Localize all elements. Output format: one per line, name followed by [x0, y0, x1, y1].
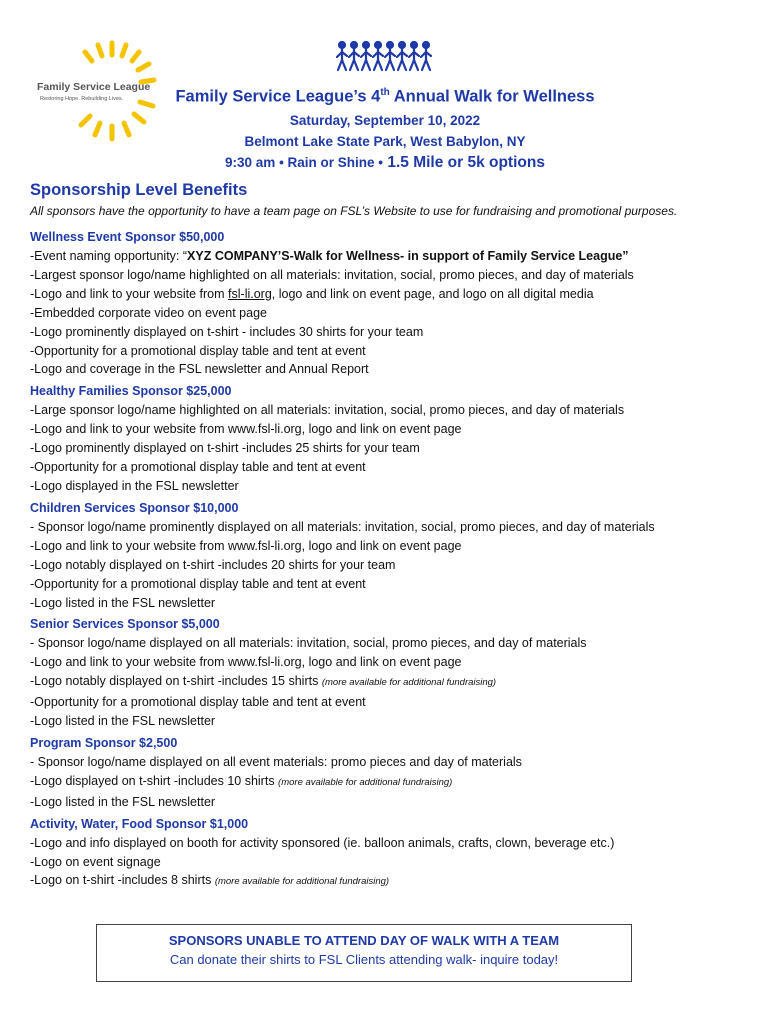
- fsl-link[interactable]: fsl-li.org: [228, 286, 272, 301]
- callout-text: Can donate their shirts to FSL Clients attending walk- inquire today!: [169, 952, 559, 967]
- benefit-line: -Logo notably displayed on t-shirt -includes 15 shirts (more available for additional fundraising): [30, 674, 497, 689]
- callout-heading: SPONSORS UNABLE TO ATTEND DAY OF WALK WITH A TEAM: [168, 933, 560, 948]
- tier-title: Children Services Sponsor $10,000: [30, 500, 239, 515]
- sponsor-tier: [30, 615, 755, 731]
- benefit-line: -Event naming opportunity: “XYZ COMPANY’S-Walk for Wellness- in support of Family Service League”: [30, 249, 629, 263]
- benefit-line: -Logo and info displayed on booth for activity sponsored (ie. balloon animals, crafts, clown, beverage etc.): [30, 835, 615, 850]
- sponsor-tier: [30, 734, 755, 812]
- benefit-line: -Logo listed in the FSL newsletter: [30, 595, 216, 610]
- benefit-line: -Logo and link to your website from www.fsl-li.org, logo and link on event page: [30, 422, 462, 437]
- svg-text:Restoring Hope. Rebuilding Liv: Restoring Hope. Rebuilding Lives.: [40, 96, 124, 102]
- benefit-line: -Logo listed in the FSL newsletter: [30, 794, 216, 809]
- event-title: Family Service League’s 4th Annual Walk for Wellness: [175, 87, 595, 106]
- section-title: Sponsorship Level Benefits: [30, 181, 248, 199]
- fundraising-note: (more available for additional fundraising): [321, 677, 497, 689]
- tier-title: Activity, Water, Food Sponsor $1,000: [30, 816, 249, 831]
- tier-title: Healthy Families Sponsor $25,000: [30, 384, 232, 399]
- benefit-line: -Embedded corporate video on event page: [30, 305, 267, 320]
- sponsor-tier: [30, 499, 755, 613]
- benefit-line: -Logo displayed on t-shirt -includes 10 shirts (more available for additional fundraising): [30, 773, 453, 788]
- benefit-line: -Opportunity for a promotional display table and tent at event: [30, 576, 366, 591]
- sponsor-tiers: [30, 228, 755, 895]
- event-date: Saturday, September 10, 2022: [289, 113, 481, 128]
- walkers-icon: [336, 40, 436, 74]
- benefit-line: - Sponsor logo/name displayed on all materials: invitation, social, promo pieces, and day of materials: [30, 636, 587, 651]
- fundraising-note: (more available for additional fundraising): [214, 876, 390, 888]
- sponsor-tier: [30, 815, 755, 893]
- benefit-line: -Logo and link to your website from fsl-li.org, logo and link on event page, and logo on all digital media: [30, 286, 594, 301]
- benefit-line: - Sponsor logo/name displayed on all event materials: promo pieces and day of materials: [30, 754, 522, 769]
- event-time: 9:30 am • Rain or Shine • 1.5 Mile or 5k options: [225, 154, 545, 171]
- benefit-line: -Logo and coverage in the FSL newsletter and Annual Report: [30, 362, 369, 377]
- benefit-line: -Logo notably displayed on t-shirt -includes 20 shirts for your team: [30, 557, 396, 572]
- benefit-line: -Logo prominently displayed on t-shirt -includes 25 shirts for your team: [30, 441, 420, 456]
- benefit-line: -Largest sponsor logo/name highlighted on all materials: invitation, social, promo pieces, and day of materials: [30, 267, 634, 282]
- benefit-line: -Logo on event signage: [30, 854, 161, 869]
- benefit-line: - Sponsor logo/name prominently displayed on all materials: invitation, social, promo pieces, and day of materials: [30, 519, 655, 534]
- benefit-line: -Opportunity for a promotional display table and tent at event: [30, 460, 366, 475]
- benefit-line: -Large sponsor logo/name highlighted on all materials: invitation, social, promo pieces, and day of materials: [30, 403, 625, 418]
- benefit-line: -Logo and link to your website from www.fsl-li.org, logo and link on event page: [30, 538, 462, 553]
- intro-text: All sponsors have the opportunity to have a team page on FSL’s Website to use for fundraising and promotional purposes.: [30, 204, 678, 218]
- fundraising-note: (more available for additional fundraising): [278, 776, 453, 788]
- tier-title: Program Sponsor $2,500: [30, 735, 178, 750]
- benefit-line: -Logo listed in the FSL newsletter: [30, 714, 216, 729]
- svg-text:Family Service League: Family Service League: [37, 81, 151, 93]
- tier-title: Wellness Event Sponsor $50,000: [30, 230, 225, 244]
- donate-callout: [96, 924, 632, 982]
- benefit-line: -Logo prominently displayed on t-shirt - includes 30 shirts for your team: [30, 324, 424, 339]
- benefit-line: -Opportunity for a promotional display table and tent at event: [30, 343, 366, 358]
- event-location: Belmont Lake State Park, West Babylon, NY: [244, 134, 526, 149]
- benefit-line: -Logo displayed in the FSL newsletter: [30, 478, 239, 493]
- benefit-line: -Logo and link to your website from www.fsl-li.org, logo and link on event page: [30, 655, 462, 670]
- sponsor-tier: [30, 382, 755, 496]
- sponsor-tier: [30, 228, 755, 379]
- benefit-line: -Logo on t-shirt -includes 8 shirts (more available for additional fundraising): [30, 873, 390, 888]
- tier-title: Senior Services Sponsor $5,000: [30, 617, 220, 632]
- benefit-line: -Opportunity for a promotional display table and tent at event: [30, 695, 366, 710]
